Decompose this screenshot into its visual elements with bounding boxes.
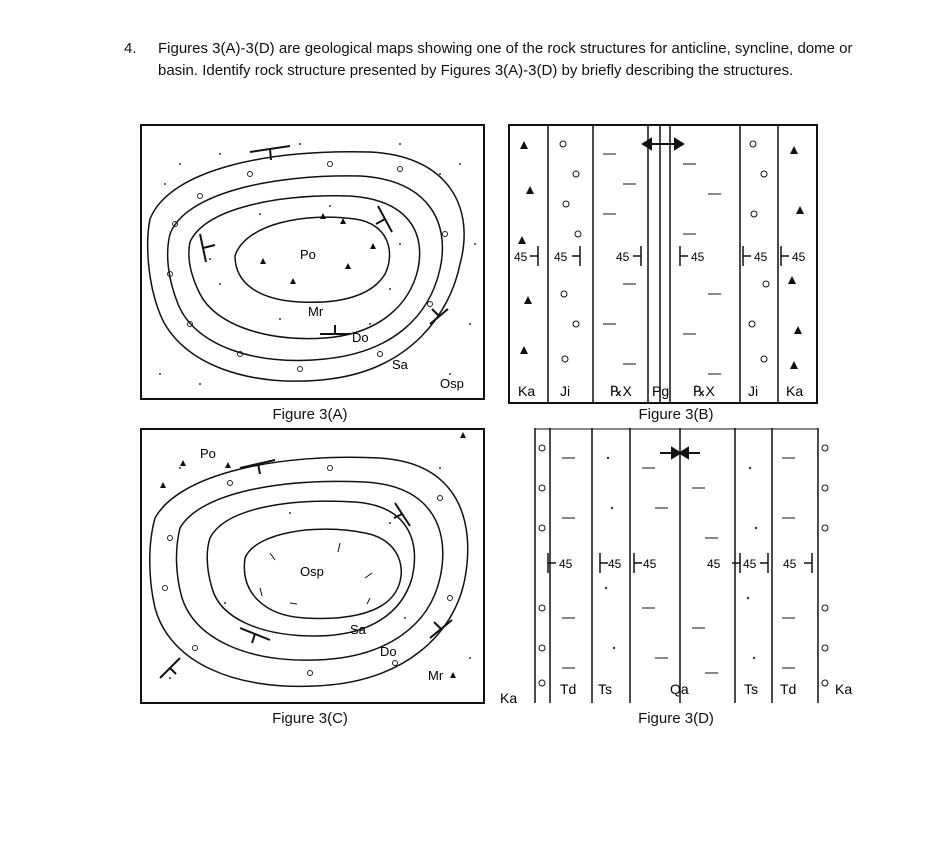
label-do: Do xyxy=(380,644,397,659)
question-number: 4. xyxy=(124,40,137,57)
caption-3a: Figure 3(A) xyxy=(272,406,348,423)
unit-2: Td xyxy=(560,681,577,697)
label-do: Do xyxy=(352,330,369,345)
dip-5: 45 xyxy=(754,250,768,264)
caption-3b: Figure 3(B) xyxy=(638,406,714,423)
figure-3d-map xyxy=(500,428,860,710)
label-po: Po xyxy=(200,446,216,461)
unit-6: Ji xyxy=(748,383,759,399)
dip-3: 45 xyxy=(616,250,630,264)
dip-2: 45 xyxy=(554,250,568,264)
dip-6: 45 xyxy=(783,557,797,571)
label-mr: Mr xyxy=(308,304,324,319)
figure-3a-map xyxy=(140,124,485,400)
unit-5: Ts xyxy=(744,681,758,697)
question-block xyxy=(124,38,864,82)
unit-7: Ka xyxy=(786,383,804,399)
unit-4: Pg xyxy=(652,383,670,399)
label-po: Po xyxy=(300,247,316,262)
label-sa: Sa xyxy=(350,622,366,637)
unit-3: ℞X xyxy=(610,383,632,399)
dip-1: 45 xyxy=(514,250,528,264)
label-sa: Sa xyxy=(392,357,408,372)
unit-6: Td xyxy=(780,681,797,697)
dip-1: 45 xyxy=(559,557,573,571)
caption-3d: Figure 3(D) xyxy=(638,710,714,727)
dip-4: 45 xyxy=(707,557,721,571)
figure-3b-map xyxy=(508,124,818,404)
unit-2: Ji xyxy=(560,383,571,399)
figure-3c-map xyxy=(140,428,485,704)
unit-7: Ka xyxy=(835,681,853,697)
unit-1: Ka xyxy=(500,690,518,706)
dip-4: 45 xyxy=(691,250,705,264)
unit-4: Qa xyxy=(670,681,689,697)
unit-3: Ts xyxy=(598,681,612,697)
label-mr: Mr xyxy=(428,668,444,683)
unit-1: Ka xyxy=(518,383,536,399)
caption-3c: Figure 3(C) xyxy=(272,710,348,727)
dip-6: 45 xyxy=(792,250,806,264)
dip-5: 45 xyxy=(743,557,757,571)
label-osp: Osp xyxy=(300,564,324,579)
label-osp: Osp xyxy=(440,376,464,391)
unit-5: ℞X xyxy=(693,383,715,399)
question-text: Figures 3(A)-3(D) are geological maps showing one of the rock structures for anticline, syncline, dome or basin. Identify rock structure presented by Figures 3(A)-3(D) by briefly describing the structures. xyxy=(158,40,853,79)
dip-2: 45 xyxy=(608,557,622,571)
dip-3: 45 xyxy=(643,557,657,571)
